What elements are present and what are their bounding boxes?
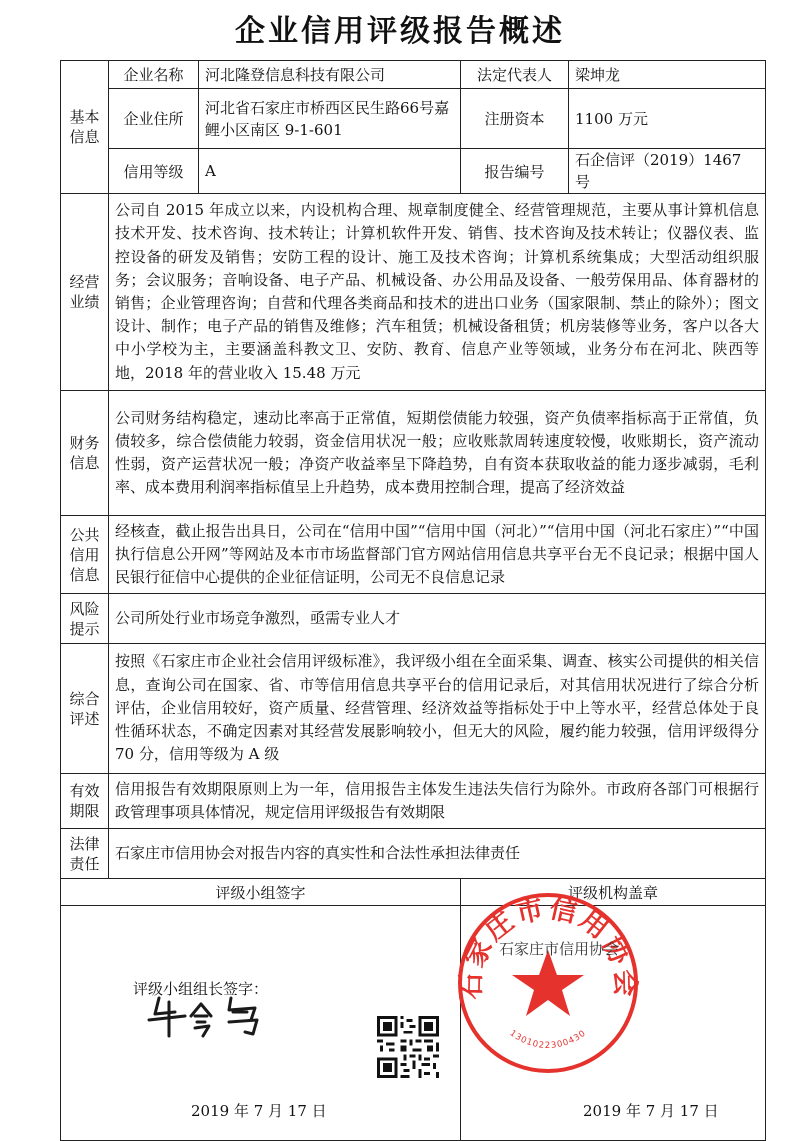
address-label: 企业住所 bbox=[109, 89, 199, 149]
risk-text: 公司所处行业市场竞争激烈，亟需专业人才 bbox=[109, 594, 766, 644]
validity-header bbox=[61, 774, 109, 829]
org-stamp-date: 2019 年 7 月 17 日 bbox=[583, 1102, 719, 1120]
grade-label: 信用等级 bbox=[109, 149, 199, 194]
finance-header bbox=[61, 391, 109, 516]
validity-header-text: 有效 期限 bbox=[69, 782, 100, 820]
evaluation-header-text: 综合 评述 bbox=[69, 689, 100, 728]
qr-code-icon bbox=[377, 1016, 439, 1078]
finance-text: 公司财务结构稳定，速动比率高于正常值，短期偿债能力较强，资产负债率指标高于正常值，负债较多，综合偿债能力较弱，资金信用状况一般；应收账款周转速度较慢，收账期长，资产流动性弱，资产运营状况一般；净资产收益率呈下降趋势，自有资本获取收益的能力逐步减弱，毛利率、成本费用利润率指标值呈上升趋势，成本费用控制合理，提高了经济效益 bbox=[109, 391, 766, 516]
operations-text: 公司自 2015 年成立以来，内设机构合理、规章制度健全、经营管理规范，主要从事计算机信息技术开发、技术咨询、技术转让；计算机软件开发、销售、技术咨询及技术转让；仪器仪表、监控设备的研发及销售；安防工程的设计、施工及技术咨询；计算机系统集成；大型活动组织服务；会议服务；音响设备、电子产品、机械设备、办公用品及设备、一般劳保用品、体育器材的销售；企业管理咨询；自营和代理各类商品和技术的进出口业务（国家限制、禁止的除外）；图文设计、制作；电子产品的销售及维修；汽车租赁；机械设备租赁；机房装修等业务，客户以各大中小学校为主，主要涵盖科教文卫、安防、教育、信息产业等领域，业务分布在河北、陕西等地，2018 年的营业收入 15.48 万元 bbox=[109, 194, 766, 391]
leader-sign-label: 评级小组组长签字： bbox=[133, 980, 269, 998]
stamp-center-text: 石家庄市信用协会 bbox=[498, 940, 620, 958]
risk-header bbox=[61, 594, 109, 644]
legal-text: 石家庄市信用协会对报告内容的真实性和合法性承担法律责任 bbox=[109, 829, 766, 879]
leader-signature bbox=[145, 990, 315, 1038]
team-sign-date: 2019 年 7 月 17 日 bbox=[191, 1102, 327, 1120]
report-no-label: 报告编号 bbox=[461, 149, 569, 194]
report-title: 企业信用评级报告概述 bbox=[235, 14, 565, 49]
risk-header-text: 风险 提示 bbox=[69, 599, 100, 638]
capital-value: 1100 万元 bbox=[569, 89, 766, 149]
public-credit-header bbox=[61, 516, 109, 594]
basic-info-header-text: 基本 信息 bbox=[69, 108, 100, 146]
org-stamp-header: 评级机构盖章 bbox=[461, 879, 766, 906]
capital-label: 注册资本 bbox=[461, 89, 569, 149]
grade-value: A bbox=[199, 149, 461, 194]
legal-rep-value: 梁坤龙 bbox=[569, 61, 766, 89]
operations-header-text: 经营 业绩 bbox=[69, 273, 100, 311]
legal-header bbox=[61, 829, 109, 879]
stamp-ring-text: 石家庄市信用协会 bbox=[455, 892, 641, 1000]
report-no-value: 石企信评（2019）1467 号 bbox=[569, 149, 766, 194]
company-name-label: 企业名称 bbox=[109, 61, 199, 89]
validity-text: 信用报告有效期限原则上为一年，信用报告主体发生违法失信行为除外。市政府各部门可根据行政管理事项具体情况，规定信用评级报告有效期限 bbox=[109, 774, 766, 829]
legal-header-text: 法律 责任 bbox=[69, 834, 100, 873]
basic-info-header bbox=[61, 61, 109, 194]
evaluation-header bbox=[61, 644, 109, 774]
operations-header bbox=[61, 194, 109, 391]
legal-rep-label: 法定代表人 bbox=[461, 61, 569, 89]
public-credit-header-text: 公共 信用 信息 bbox=[69, 525, 100, 584]
report-table bbox=[60, 60, 766, 1141]
team-sign-header: 评级小组签字 bbox=[61, 879, 461, 906]
public-credit-text: 经核查，截止报告出具日，公司在“信用中国”“信用中国（河北）”“信用中国（河北石家庄）”“中国执行信息公开网”等网站及本市市场监督部门官方网站信用信息共享平台无不良记录；根据中国人民银行征信中心提供的企业征信证明，公司无不良信息记录 bbox=[109, 516, 766, 594]
company-name-value: 河北隆登信息科技有限公司 bbox=[199, 61, 461, 89]
address-value: 河北省石家庄市桥西区民生路66号嘉鲤小区南区 9-1-601 bbox=[199, 89, 461, 149]
stamp-star-icon bbox=[512, 950, 584, 1016]
finance-header-text: 财务 信息 bbox=[69, 434, 100, 472]
organization-stamp bbox=[453, 888, 643, 1078]
evaluation-text: 按照《石家庄市企业社会信用评级标准》，我评级小组在全面采集、调查、核实公司提供的相关信息，查询公司在国家、省、市等信用信息共享平台的信用记录后，对其信用状况进行了综合分析评估，企业信用较好，资产质量、经营管理、经济效益等指标处于中上等水平，经营总体处于良性循环状态，不确定因素对其经营发展影响较小，但无大的风险，履约能力较强，信用评级得分 70 分，信用等级为 A 级 bbox=[109, 644, 766, 774]
stamp-code-text: 1301022300430 bbox=[507, 1028, 589, 1051]
